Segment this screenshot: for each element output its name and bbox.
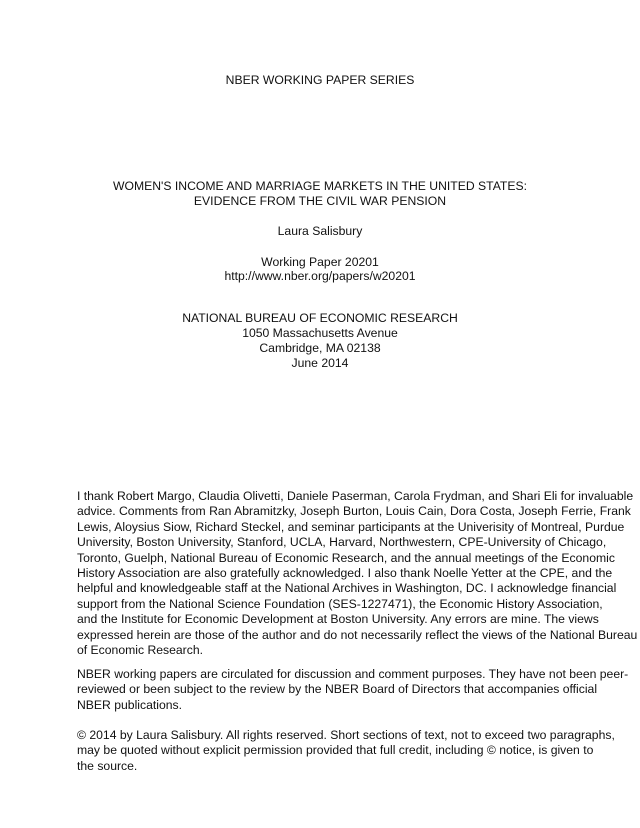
author: Laura Salisbury: [277, 224, 363, 238]
paper-url[interactable]: http://www.nber.org/papers/w20201: [224, 269, 416, 283]
title-line-1: WOMEN'S INCOME AND MARRIAGE MARKETS IN THE UNITED STATES:: [112, 179, 528, 193]
acknowledgements-paragraph: [77, 489, 638, 658]
paragraph-line: expressed herein are those of the author and do not necessarily reflect the views of the National Bureau: [77, 627, 638, 642]
paragraph-line: the source.: [77, 758, 138, 773]
series-heading: NBER WORKING PAPER SERIES: [225, 73, 415, 87]
institution-street: 1050 Massachusetts Avenue: [242, 326, 398, 340]
publication-date: June 2014: [291, 356, 349, 370]
working-paper-number: Working Paper 20201: [261, 255, 379, 269]
disclaimer-paragraph: [77, 667, 629, 713]
paragraph-line: © 2014 by Laura Salisbury. All rights reserved. Short sections of text, not to exceed two paragraphs,: [77, 728, 615, 742]
paragraph-line: University, Boston University, Stanford, UCLA, Harvard, Northwestern, CPE-University of Chicago,: [77, 535, 607, 550]
paragraph-line: may be quoted without explicit permission provided that full credit, including © notice, is given to: [77, 743, 594, 758]
copyright-paragraph: [77, 728, 615, 774]
paragraph-line: reviewed or been subject to the review by the NBER Board of Directors that accompanies official: [77, 682, 598, 697]
paragraph-line: NBER publications.: [77, 697, 182, 712]
paragraph-line: Lewis, Aloysius Siow, Richard Steckel, and seminar participants at the Univerisity of Montreal, Purdue: [77, 519, 625, 534]
paragraph-line: helpful and knowledgeable staff at the National Archives in Washington, DC. I acknowledge financial: [77, 581, 617, 596]
paragraph-line: advice. Comments from Ran Abramitzky, Joseph Burton, Louis Cain, Dora Costa, Joseph Ferrie, Frank: [77, 504, 631, 519]
paragraph-line: Toronto, Guelph, National Bureau of Economic Research, and the annual meetings of the Economic: [77, 550, 615, 565]
paragraph-line: of Economic Research.: [77, 643, 203, 658]
paragraph-line: History Association are also gratefully acknowledged. I also thank Noelle Yetter at the CPE, and the: [77, 566, 613, 581]
paragraph-line: NBER working papers are circulated for discussion and comment purposes. They have not been peer-: [77, 667, 629, 681]
title-line-2: EVIDENCE FROM THE CIVIL WAR PENSION: [193, 194, 447, 208]
paragraph-line: I thank Robert Margo, Claudia Olivetti, Daniele Paserman, Carola Frydman, and Shari Eli for invaluable: [77, 489, 634, 503]
institution-name: NATIONAL BUREAU OF ECONOMIC RESEARCH: [182, 311, 458, 325]
institution-city: Cambridge, MA 02138: [259, 341, 381, 355]
paragraph-line: and the Institute for Economic Development at Boston University. Any errors are mine. The views: [77, 612, 599, 627]
paragraph-line: support from the National Science Foundation (SES-1227471), the Economic History Association,: [77, 596, 603, 611]
